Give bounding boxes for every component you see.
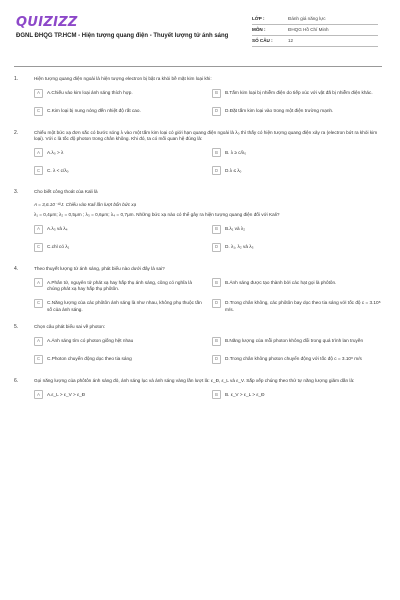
option-letter: D	[212, 355, 221, 364]
question-text: Hiện tượng quang điện ngoài là hiện tượng electron bị bật ra khỏi bề mặt kim loại khi:	[34, 76, 212, 81]
question-2	[14, 130, 382, 179]
option-letter: A	[34, 89, 43, 98]
question-text: Chọn câu phát biểu sai về photon:	[34, 323, 106, 329]
option-text: C. λ < c/λ₀	[47, 167, 69, 173]
option-text: D. λ₁, λ₂ và λ₃	[225, 244, 254, 250]
meta-value: 12	[288, 37, 294, 43]
option-text: A.Phân tử, nguyên tử phát xạ hay hấp thụ ánh sáng, cũng có nghĩa là chúng phát xạ hay hấp thụ phôtôn.	[47, 279, 192, 292]
option-d[interactable]	[212, 166, 382, 178]
option-text: A.ε_L > ε_V > ε_Đ	[47, 391, 86, 397]
meta-key: SỐ CÂU :	[252, 37, 273, 43]
option-b[interactable]	[212, 337, 382, 349]
question-6	[14, 378, 382, 403]
meta-row-class	[252, 14, 378, 25]
option-c[interactable]	[34, 107, 204, 119]
option-text: A.λ₃ và λ₄	[47, 226, 68, 232]
meta-row-subject	[252, 25, 378, 36]
meta-key: MÔN :	[252, 26, 266, 32]
option-c[interactable]	[34, 243, 204, 255]
option-b[interactable]	[212, 148, 382, 160]
option-text: D.Trong chân không photon chuyển động với tốc độ c = 3.10⁸ m/s	[225, 356, 362, 362]
option-letter: D	[212, 107, 221, 116]
meta-key: LỚP :	[252, 15, 265, 21]
question-5	[14, 324, 382, 367]
meta-table	[252, 14, 378, 47]
question-text: Theo thuyết lượng tử ánh sáng, phát biểu nào dưới đây là sai?	[34, 265, 165, 271]
option-text: B.Tấm kim loại bị nhiễm điện do tiếp xúc với vật đã bị nhiễm điện khác.	[225, 90, 373, 96]
option-text: D.Đặt tấm kim loại vào trong một điện trường mạnh.	[225, 108, 334, 114]
option-text: B. ε_V > ε_L > ε_Đ	[225, 391, 265, 397]
option-b[interactable]	[212, 225, 382, 237]
header	[14, 14, 382, 60]
option-letter: C	[34, 299, 43, 308]
option-text: B.λ₁ và λ₂	[225, 226, 246, 232]
option-a[interactable]	[34, 225, 204, 237]
option-c[interactable]	[34, 355, 204, 367]
question-number: 3.	[14, 189, 19, 196]
option-letter: D	[212, 243, 221, 252]
option-b[interactable]	[212, 390, 382, 402]
option-text: A.λ₀ > λ	[47, 149, 64, 155]
option-letter: B	[212, 278, 221, 287]
question-number: 1.	[14, 76, 19, 82]
option-letter: D	[212, 299, 221, 308]
option-text: C.chỉ có λ₁	[47, 244, 70, 250]
question-text: Gọi năng lượng của phôtôn ánh sáng đỏ, ánh sáng lục và ánh sáng vàng lần lượt là: ε_Đ, ε_L và ε_V. Sắp xếp chúng theo thứ tự năng lượng giảm dần là:	[34, 377, 355, 383]
option-text: C.Năng lượng của các phôtôn ánh sáng là như nhau, không phụ thuộc tần số của ánh sáng.	[47, 300, 202, 312]
question-1	[14, 76, 382, 119]
question-text: Chiếu một bức xạ đơn sắc có bước sóng λ vào một tấm kim loại có giới hạn quang điện ngoài là λ₀ thì thấy có hiện tượng quang điện xảy ra (electron bứt ra khỏi kim loại). Với c là tốc độ photon trong chân không. Khi đó, ta có mối quan hệ đúng là:	[34, 129, 378, 142]
option-d[interactable]	[212, 355, 382, 367]
option-text: C.Photon chuyển động dọc theo tia sáng	[47, 356, 132, 362]
question-number: 5.	[14, 323, 19, 330]
option-letter: C	[34, 243, 43, 252]
option-letter: B	[212, 89, 221, 98]
option-text: B. λ ≥ c/λ₀	[225, 149, 247, 155]
option-letter: A	[34, 225, 43, 234]
option-a[interactable]	[34, 148, 204, 160]
quizizz-logo: QUIZIZZ	[16, 15, 78, 30]
option-d[interactable]	[212, 107, 382, 119]
meta-value: Đánh giá năng lực	[288, 15, 326, 21]
option-text: D.Trong chân không, các phôtôn bay dọc theo tia sáng với tốc độ c = 3.10⁸ m/s.	[225, 300, 381, 312]
option-text: A.Ánh sáng tím có photon giống hệt nhau	[47, 338, 134, 344]
question-list	[14, 76, 382, 413]
question-text-continued: λ₁ = 0,4μm; λ₂ = 0,5μm ; λ₃ = 0,6μm; λ₄ = 0,7μm. Những bức xạ nào có thể gây ra hiện tượng quang điện đối với Kali?	[34, 212, 280, 218]
option-b[interactable]	[212, 278, 382, 292]
option-letter: C	[34, 107, 43, 116]
question-4	[14, 266, 382, 313]
question-3	[14, 189, 382, 254]
option-a[interactable]	[34, 89, 204, 101]
option-letter: B	[212, 390, 221, 399]
option-letter: B	[212, 148, 221, 157]
option-letter: C	[34, 355, 43, 364]
worksheet-title: ĐGNL ĐHQG TP.HCM - Hiện tượng quang điện - Thuyết lượng tử ánh sáng	[16, 33, 229, 39]
question-number: 4.	[14, 265, 19, 272]
meta-row-count	[252, 36, 378, 47]
option-d[interactable]	[212, 243, 382, 255]
meta-value: ĐHQG Hồ Chí Minh	[288, 26, 329, 32]
option-letter: A	[34, 390, 43, 399]
option-c[interactable]	[34, 166, 204, 178]
option-letter: D	[212, 166, 221, 175]
option-b[interactable]	[212, 89, 382, 101]
question-number: 6.	[14, 377, 19, 384]
option-a[interactable]	[34, 390, 204, 402]
option-letter: C	[34, 166, 43, 175]
work-function-formula: A = 3,6.10⁻¹⁹J. Chiếu vào Kali lần lượt bốn bức xạ	[34, 202, 137, 208]
option-letter: A	[34, 278, 43, 287]
option-c[interactable]	[34, 299, 204, 313]
question-number: 2.	[14, 129, 19, 136]
header-divider	[14, 66, 382, 67]
option-letter: A	[34, 337, 43, 346]
option-letter: B	[212, 225, 221, 234]
option-text: B.Ánh sáng được tạo thành bởi các hạt gọi là phôtôn.	[225, 279, 337, 285]
option-text: A.Chiếu vào kim loại ánh sáng thích hợp.	[47, 90, 133, 96]
option-text: D.λ ≤ λ₀	[225, 167, 242, 173]
question-text: Cho biết công thoát của Kali là	[34, 189, 98, 195]
option-text: B.Năng lượng của mỗi photon không đổi trong quá trình lan truyền	[225, 338, 364, 344]
option-d[interactable]	[212, 299, 382, 313]
option-letter: B	[212, 337, 221, 346]
option-letter: A	[34, 148, 43, 157]
option-a[interactable]	[34, 278, 204, 292]
option-text: C.Kim loại bị nung nóng đến nhiệt độ rất cao.	[47, 108, 141, 114]
option-a[interactable]	[34, 337, 204, 349]
